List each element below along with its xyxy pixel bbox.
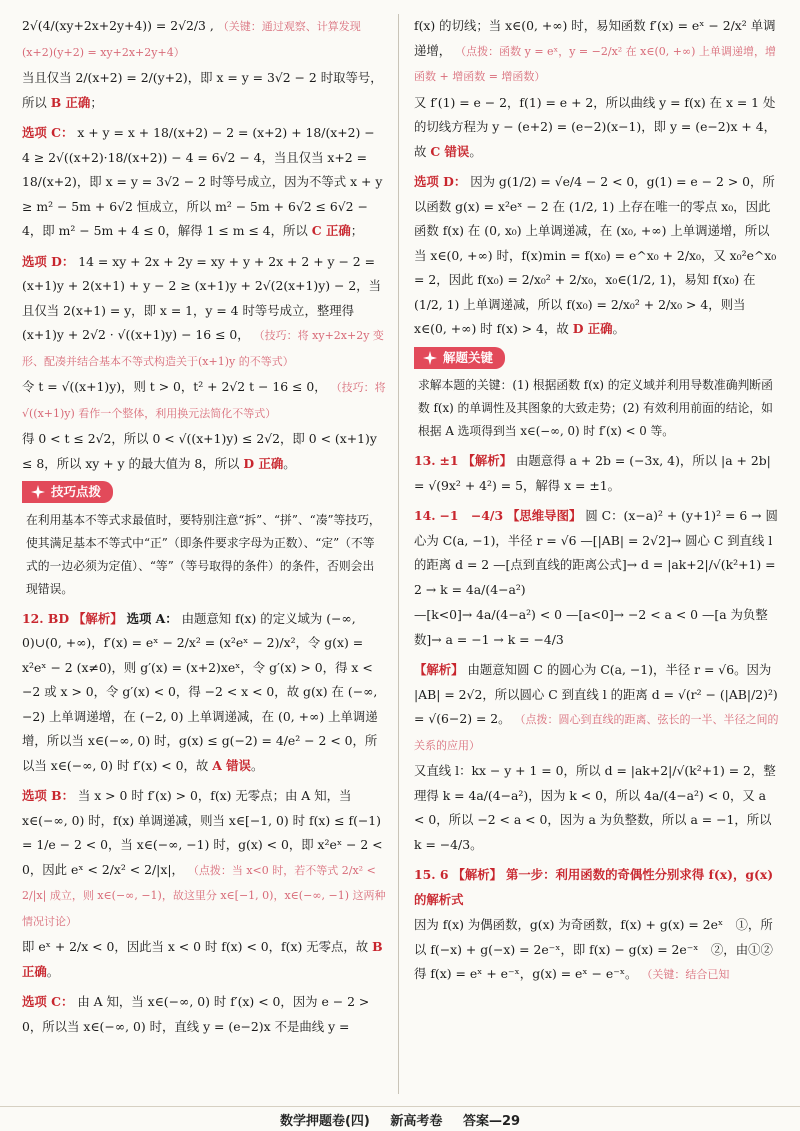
paragraph-q14-map [414,504,780,602]
paragraph-option-d [22,250,386,375]
option-d-label: 选项 D： [22,253,75,269]
punct: ； [90,94,103,110]
verdict-c-correct: C 正确 [311,223,351,238]
q15-tag: 【解析】 [452,867,503,882]
q12-option-b-text2: 即 eˣ + 2/x < 0，因此当 x < 0 时 f(x) < 0，f(x) 无零点，故 [22,939,369,954]
sparkle-icon [30,484,46,500]
paragraph-q15 [414,863,780,912]
paragraph-q12-c [22,990,386,1039]
q13-text: 由题意得 a + 2b = (−3x, 4)，所以 |a + 2b| = √(9x² + 4²) = 5，解得 x = ±1。 [414,453,771,493]
text-d-substitution: 令 t = √((x+1)y)，则 t > 0，t² + 2√2 t − 16 ≤ 0， [22,379,327,394]
paragraph-q12-b-result [22,935,386,984]
text-b-equality: 当且仅当 2/(x+2) = 2/(y+2)，即 x = y = 3√2 − 2 时取等号，所以 [22,70,383,110]
note-d-technique: （技巧：将 xy+2x+2y 变形、配凑并结合基本不等式构造关于(x+1)y 的不等式） [22,329,384,368]
q13-number: 13. [414,453,436,468]
q14-text1: 由题意知圆 C 的圆心为 C(a, −1)，半径 r = √6。因为 |AB| = 2√2，所以圆心 C 到直线 l 的距离 d = √(r² − (|AB|/2)²) = √(6−2) = 2。 [414,662,778,726]
q12-option-d-label: 选项 D： [414,174,467,189]
option-c-label: 选项 C： [22,125,74,140]
tip-banner [22,481,113,503]
q15-number: 15. 6 [414,867,449,882]
q12-option-c-label: 选项 C： [22,994,74,1009]
q14-answer: −1 −4/3 [439,508,504,523]
q15-text: 因为 f(x) 为偶函数，g(x) 为奇函数，f(x) + g(x) = 2eˣ ①，所以 f(−x) + g(−x) = 2e⁻ˣ，即 f(x) − g(x) = 2e⁻ˣ ②，由①②得 f(x) = eˣ + e⁻ˣ，g(x) = eˣ − e⁻ˣ。 [414,917,773,981]
option-c-text: x + y = x + 18/(x+2) − 2 = (x+2) + 18/(x+2) − 4 ≥ 2√((x+2)·18/(x+2)) − 4 = 6√2 − 4，当且仅当 x+2 = 18/(x+2)，即 x = y = 3√2 − 2 时等号成立，因为不等式 x + y ≥ m² − 5m + 6√2 恒成立，所以 m² − 5m + 6√2 ≤ 6√2 − 4，即 m² − 5m + 4 ≤ 0，解得 1 ≤ m ≤ 4，所以 [22,125,383,238]
paragraph-q13 [414,449,780,498]
paragraph-c-continued [414,14,780,90]
verdict-b-correct: B 正确 [50,94,91,110]
q12-option-c-text: 由 A 知，当 x∈(−∞, 0) 时 f′(x) < 0，因为 e − 2 > 0，所以当 x∈(−∞, 0) 时，直线 y = (e−2)x 不是曲线 y = [22,994,370,1034]
key-banner [414,347,505,369]
q14-analysis-tag: 【解析】 [414,662,464,677]
paragraph-b-conclusion [22,14,386,65]
paragraph-q12-b [22,784,386,934]
q14-number: 14. [414,508,436,523]
footer-page-number: 答案—29 [462,1114,521,1129]
punct: 。 [46,963,60,979]
q14-map-line2: —[k<0]→ 4a/(4−a²) < 0 —[a<0]→ −2 < a < 0 —[a 为负整数]→ a = −1 → k = −4/3 [414,607,768,647]
paragraph-b-equality [22,66,386,115]
column-divider [398,14,399,1094]
punct: 。 [250,757,264,773]
text-d-result: 得 0 < t ≤ 2√2，所以 0 < √((x+1)y) ≤ 2√2，即 0 < (x+1)y ≤ 8，所以 xy + y 的最大值为 8，所以 [22,431,377,471]
punct: ； [350,223,364,238]
page-footer [0,1106,800,1131]
q12-option-b-text: 当 x > 0 时 f′(x) > 0，f(x) 无零点；由 A 知，当 x∈(−∞, 0) 时，f(x) 单调递减，则当 x∈[−1, 0) 时 f(x) ≤ f(−1) = 1/e − 2 < 0，当 x∈(−∞, −1) 时，g(x) < 0，即 x²eˣ − 2 < 0，因此 eˣ < 2/x² < 2/|x|， [22,788,383,877]
note-q12-b: （点拨：当 x<0 时，若不等式 2/x² < 2/|x| 成立，则 x∈(−∞, −1)，故这里分 x∈[−1, 0)，x∈(−∞, −1) 这两种情况讨论） [22,863,386,928]
q12-option-a-label: 选项 A： [126,610,178,626]
q12-option-b-label: 选项 B： [22,788,74,803]
note-d-substitution: （技巧：将 √((x+1)y) 看作一个整体，利用换元法简化不等式） [22,381,386,420]
q14-map-line1: 圆 C：(x−a)² + (y+1)² = 6 → 圆心为 C(a, −1)，半径 r = √6 —[|AB| = 2√2]→ 圆心 C 到直线 l 的距离 d = 2 —[点到直线的距离公式]→ d = |ak+2|/√(k²+1) = 2 → k = 4a/(4−a²) [414,508,778,597]
paragraph-q14-analysis [414,658,780,758]
tip-text: 在利用基本不等式求最值时，要特别注意“拆”、“拼”、“凑”等技巧，使其满足基本不等式中“正”（即条件要求字母为正数）、“定”（不等式的一边必须为定值）、“等”（等号取得的条件）的条件，否则会出现错误。 [26,512,381,596]
paragraph-q14-result [414,759,780,857]
footer-exam: 新高考卷 [390,1114,443,1129]
paragraph-d-substitution [22,375,386,426]
note-q14: （点拨：圆心到直线的距离、弦长的一半、半径之间的关系的应用） [414,713,779,752]
q13-tag: 【解析】 [462,453,513,468]
formula-b-sqrt: 2√(4/(xy+2x+2y+4)) = 2√2/3 , [22,18,214,33]
q12-option-a-text: 由题意知 f(x) 的定义域为 (−∞, 0)∪(0, +∞)，f′(x) = eˣ − 2/x² = (x²eˣ − 2)/x²，令 g(x) = x²eˣ − 2 (x≠0)，则 g′(x) = (x+2)xeˣ，令 g′(x) > 0，得 x < −2 或 x > 0，令 g′(x) < 0，得 −2 < x < 0，故 g(x) 在 (−∞, −2) 上单调递增，在 (−2, 0) 上单调递减，在 (0, +∞) 上单调递增，所以当 x∈(−∞, 0) 时，g(x) ≤ g(−2) = 4/e² − 2 < 0，所以当 x∈(−∞, 0) 时 f′(x) < 0，故 [22,610,378,773]
verdict-d-correct: D 正确 [243,455,284,471]
paragraph-option-c [22,121,386,244]
paragraph-q12-a [22,607,386,779]
punct: 。 [469,143,482,159]
option-d-text: 14 = xy + 2x + 2y = xy + y + 2x + 2 + y − 2 = (x+1)y + 2(x+1) + y − 2 ≥ (x+1)y + 2√(2(x+1)y) − 2，当且仅当 2(x+1) = y，即 x = 1，y = 4 时等号成立，整理得 (x+1)y + 2√2 · √((x+1)y) − 16 ≤ 0， [22,253,382,342]
paragraph-d-result [22,427,386,476]
left-column [22,14,386,1094]
q15-step: 第一步：利用函数的奇偶性分别求得 f(x)，g(x) 的解析式 [414,867,774,907]
footer-title: 数学押题卷(四) [279,1114,370,1129]
paragraph-q14-map2 [414,603,780,652]
key-text: 求解本题的关键：(1) 根据函数 f(x) 的定义域并利用导数准确判断函数 f(x) 的单调性及其图象的大致走势；(2) 有效利用前面的结论，如根据 A 选项得到当 x∈(−∞, 0) 时 f′(x) < 0 等。 [418,378,773,438]
sparkle-icon [422,350,438,366]
key-banner-label: 解题关键 [443,349,494,365]
punct: 。 [612,321,625,336]
right-column [414,14,780,1094]
verdict-q12-b-correct: B 正确 [22,939,383,979]
paragraph-q15-text [414,913,780,988]
q12-tag: 【解析】 [73,610,123,626]
paragraph-q12-d [414,170,780,342]
tip-banner-label: 技巧点拨 [51,484,102,499]
note-q15: （关键：结合已知 [641,968,730,981]
q14-text2: 又直线 l：kx − y + 1 = 0，所以 d = |ak+2|/√(k²+1) = 2，整理得 k = 4a/(4−a²)，因为 k < 0，所以 4a/(4−a²) < 0，又 a < 0，所以 −2 < a < 0，因为 a 为负整数，所以 a = −1，所以 k = −4/3。 [414,763,776,852]
verdict-q12-d-correct: D 正确 [572,321,613,336]
text-c-tangent: 又 f′(1) = e − 2，f(1) = e + 2，所以曲线 y = f(x) 在 x = 1 处的切线方程为 y − (e+2) = (e−2)(x−1)，即 y = (e−2)x + 4，故 [414,94,777,159]
q14-map-tag: 【思维导图】 [507,508,582,523]
verdict-q12-a-wrong: A 错误 [212,757,251,773]
note-c-monotonic: （点拨：函数 y = eˣ，y = −2/x² 在 x∈(0, +∞) 上单调递增，增函数 + 增函数 = 增函数） [414,44,776,83]
paragraph-c-tangent [414,91,780,165]
text-c-continued: f(x) 的切线；当 x∈(0, +∞) 时，易知函数 f′(x) = eˣ − 2/x² 单调递增， [414,18,776,58]
q12-number: 12. BD [22,610,70,626]
punct: 。 [283,455,296,471]
q12-option-d-text: 因为 g(1/2) = √e/4 − 2 < 0，g(1) = e − 2 > 0，所以函数 g(x) = x²eˣ − 2 在 (1/2, 1) 上存在唯一的零点 x₀，因此函数 f(x) 在 (0, x₀) 上单调递减，在 (x₀, +∞) 上单调递增，所以当 x∈(0, +∞) 时，f(x)min = f(x₀) = e^x₀ + 2/x₀，又 x₀²e^x₀ = 2，因此 f(x₀) = 2/x₀² + 2/x₀，x₀∈(1/2, 1)，易知 f(x₀) 在 (1/2, 1) 上单调递减，所以 f(x₀) = 2/x₀² + 2/x₀ > 4，则当 x∈(0, +∞) 时 f(x) > 4，故 [414,174,777,336]
q13-answer: ±1 [439,453,459,468]
verdict-c-wrong: C 错误 [430,143,470,159]
note-b-key: （关键：通过观察、计算发现(x+2)(y+2) = xy+2x+2y+4） [22,20,361,59]
